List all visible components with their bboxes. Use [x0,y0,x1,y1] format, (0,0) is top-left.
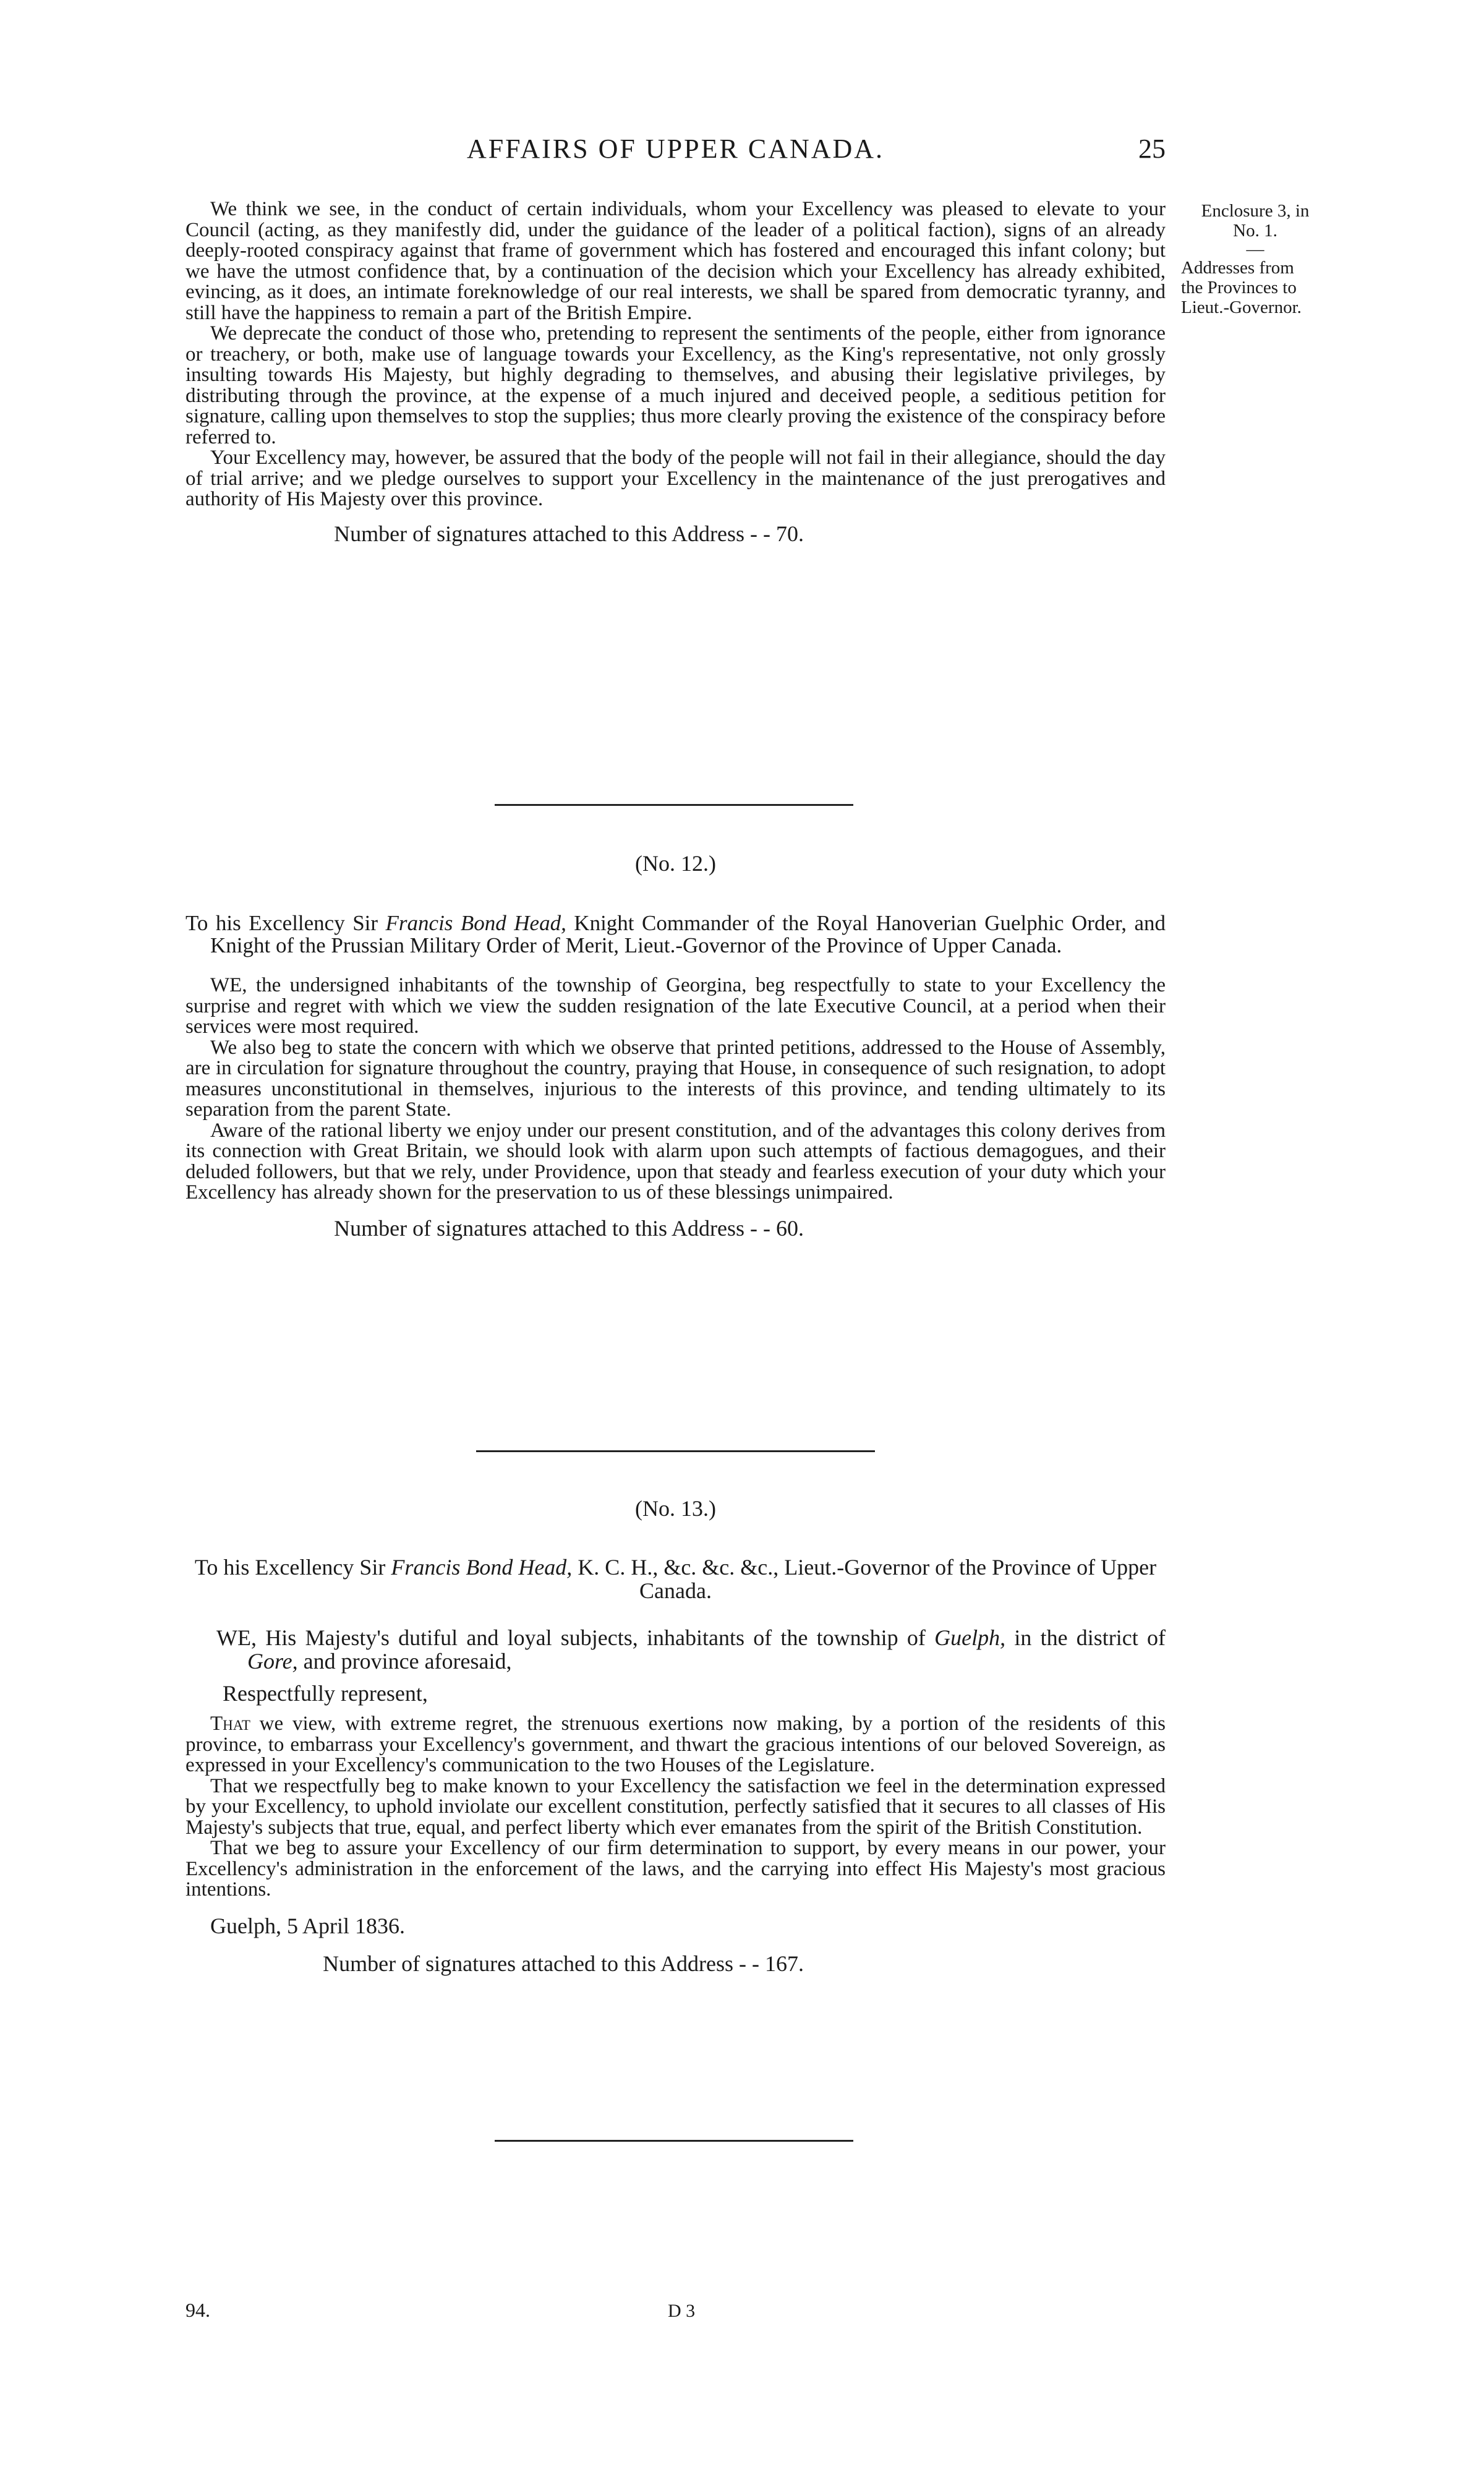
preamble-suffix: and province aforesaid, [297,1649,512,1674]
margin-note-dash: — [1246,239,1264,259]
address-11-paragraph-3: Your Excellency may, however, be assured that the body of the people will not fail in their allegiance, should the day of trial arrive; and we pledge ourselves to support your Excellency in the maintenance of the just prerogatives and authority of His Majesty over this province. [186,447,1166,510]
address-12-paragraph-3: Aware of the rational liberty we enjoy under our present constitution, and of the advantages this colony derives from its connection with Great Britain, we should look with alarm upon such attempts of factious demagogues, and their deluded followers, but that we rely, under Providence, upon that steady and fearless execution of your duty which your Excellency has already shown for the preservation to us of these blessings unimpaired. [186,1119,1166,1204]
addressee-titles: Knight Commander of the Royal Hanoverian Guelphic Order, and Knight of the Prussian Military Order of Merit, Lieut.-Governor of the Province of Upper Canada. [210,911,1166,957]
section-divider-3 [495,2140,853,2142]
margin-note [1181,201,1329,317]
signature-mark: D 3 [668,2301,696,2321]
addressee-name: Francis Bond Head, [391,1555,573,1580]
section-divider-2 [476,1450,875,1452]
preamble-mid: in the district of [1005,1625,1166,1650]
margin-note-enclosure: Enclosure 3, in [1201,201,1310,221]
preamble-town: Guelph, [934,1625,1006,1650]
address-11-section [186,199,1166,546]
address-13-heading: (No. 13.) [635,1496,716,1521]
addressee-prefix: To his Excellency Sir [186,911,386,935]
address-12-addressee [186,912,1166,957]
address-11-paragraph-1: We think we see, in the conduct of certain individuals, whom your Excellency was pleased to elevate to your Council (acting, as they manifestly did, under the guidance of the leader of a political faction), signs of an already deeply-rooted conspiracy against that frame of government which has fostered and encouraged this infant colony; but we have the utmost confidence that, by a continuation of the decision which your Excellency has already exhibited, evincing, as it does, an intimate foreknowledge of our real interests, we shall be spared from democratic tyranny, and still have the happiness to remain a part of the British Empire. [186,198,1166,324]
address-12-section [186,850,1166,1241]
sheet-number: 94. [186,2299,210,2321]
page-header [186,133,1166,176]
page-number: 25 [1138,134,1166,164]
preamble-prefix: WE, His Majesty's dutiful and loyal subjects, inhabitants of the township of [216,1625,935,1650]
address-13-preamble [186,1626,1166,1673]
address-11-signatures: Number of signatures attached to this Address - - 70. [334,521,804,546]
address-12-signatures: Number of signatures attached to this Address - - 60. [334,1215,804,1241]
margin-note-line-3: Addresses from [1181,258,1294,278]
address-12-heading: (No. 12.) [635,851,716,876]
preamble-district: Gore, [247,1649,298,1674]
addressee-honours: K. C. H., [572,1555,659,1580]
address-13-signatures: Number of signatures attached to this Address - - 167. [323,1951,804,1976]
margin-note-line-5: Lieut.-Governor. [1181,297,1302,317]
address-12-paragraph-2: We also beg to state the concern with which we observe that printed petitions, addressed to the House of Assembly, are in circulation for signature throughout the country, praying that House, in consequence of such resignation, to adopt measures unconstitutional in themselves, injurious to the interests of this province, and tending ultimately to its separation from the parent State. [186,1036,1166,1121]
that-lead-word: That [210,1713,250,1735]
paragraph-1-text: we view, with extreme regret, the strenuous exertions now making, by a portion of the residents of this province, to embarrass your Excellency's government, and thwart the gracious intentions of our beloved Sovereign, as expressed in your Excellency's communication to the two Houses of the Legislature. [186,1713,1166,1776]
section-divider-1 [495,804,853,806]
address-13-paragraph-2: That we respectfully beg to make known to your Excellency the satisfaction we feel in the determination expressed by your Excellency, to uphold inviolate our excellent constitution, perfectly satisfied that it secures to all classes of His Majesty's subjects that true, equal, and perfect liberty which ever emanates from the spirit of the British Constitution. [186,1774,1166,1839]
running-title: AFFAIRS OF UPPER CANADA. [466,134,885,164]
address-13-dateline: Guelph, 5 April 1836. [210,1913,405,1938]
address-13-section [186,1495,1166,1976]
address-12-paragraph-1: WE, the undersigned inhabitants of the township of Georgina, beg respectfully to state to your Excellency the surprise and regret with which we view the sudden resignation of the late Executive Council, at a period when their services were most required. [186,974,1166,1038]
margin-note-line-4: the Provinces to [1181,278,1297,297]
margin-note-number: No. 1. [1233,221,1277,241]
addressee-name: Francis Bond Head, [385,911,566,935]
address-11-paragraph-2: We deprecate the conduct of those who, pretending to represent the sentiments of the people, either from ignorance or treachery, or both, make use of language towards your Excellency, as the King's representative, not only grossly insulting towards His Majesty, but highly degrading to themselves, and abusing their legislative privileges, by distributing through the province, at the expense of a much injured and deceived people, a seditious petition for signature, calling upon themselves to stop the supplies; thus more clearly proving the existence of the conspiracy before referred to. [186,322,1166,448]
address-13-respectfully: Respectfully represent, [223,1681,428,1706]
address-13-addressee [186,1555,1166,1602]
address-13-paragraph-1 [186,1714,1166,1776]
address-13-paragraph-3: That we beg to assure your Excellency of our firm determination to support, by every means in our power, your Excellency's administration in the enforcement of the laws, and the carrying into effect His Majesty's most gracious intentions. [186,1837,1166,1901]
addressee-prefix: To his Excellency Sir [194,1555,391,1580]
addressee-titles: &c. &c. &c., Lieut.-Governor of the Province of Upper Canada. [639,1555,1157,1603]
